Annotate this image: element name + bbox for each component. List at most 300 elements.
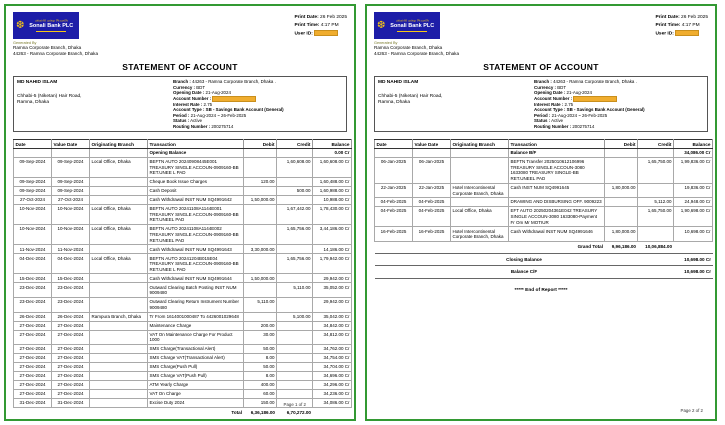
- cell-branch: [90, 274, 148, 283]
- cell-transaction: VAT On Maintenance Charge For Product 1000: [148, 330, 244, 345]
- user-id-redacted-box: [675, 30, 699, 36]
- cell-debit: 3,30,000.00: [244, 245, 277, 254]
- account-routing: Routing Number : 200275714: [534, 123, 595, 129]
- cell-debit: 8.00: [244, 354, 277, 363]
- cell-value_date: 27-Dec-2024: [52, 371, 90, 380]
- cell-transaction: Maintenance Charge: [148, 321, 244, 330]
- customer-address-1: Chhabi-5 (Niketan) Hair Road,: [378, 93, 443, 99]
- cell-credit: 500.00: [277, 187, 313, 196]
- cell-date: 27-Dec-2024: [14, 363, 52, 372]
- cell-transaction: Opening Balance: [148, 149, 244, 158]
- transactions-table: [374, 139, 713, 279]
- total-debit: 6,36,186.00: [250, 409, 275, 415]
- col-header-credit: Credit: [277, 140, 313, 149]
- col-header-credit: Credit: [638, 140, 674, 149]
- account-interest-rate: Interest Rate : 2.75: [173, 101, 213, 107]
- cell-debit: 150.00: [244, 398, 277, 407]
- cell-date: 06-Jan-2025: [375, 157, 413, 183]
- account-routing: Routing Number : 200275714: [173, 123, 234, 129]
- cell-balance: 14,186.00 Cr: [313, 245, 352, 254]
- account-period: Period : 21-Aug-2024 ~ 26-Feb-2025: [534, 112, 608, 118]
- table-row: [14, 312, 352, 321]
- cell-transaction: SMS Charge(Transactional Alert): [148, 345, 244, 354]
- table-row: [14, 149, 352, 158]
- cell-balance: 34,696.00 Cr: [313, 371, 352, 380]
- cell-date: 27-Dec-2024: [14, 321, 52, 330]
- cell-debit: 120.00: [244, 178, 277, 187]
- cell-value_date: [52, 149, 90, 158]
- cell-value_date: 15-Dec-2024: [52, 274, 90, 283]
- cell-balance: 1,99,836.00 Cr: [674, 157, 713, 183]
- customer-name: MD NAHID ISLAM: [378, 79, 419, 85]
- customer-address-2: Ramna, Dhaka: [17, 99, 49, 105]
- table-row: [14, 274, 352, 283]
- account-currency: Currency : BDT: [173, 84, 206, 90]
- cell-value_date: 04-Dec-2024: [52, 254, 90, 274]
- table-row: [14, 178, 352, 187]
- statement-page-1: [4, 4, 356, 421]
- account-period: Period : 21-Aug-2024 ~ 26-Feb-2025: [173, 112, 247, 118]
- cell-credit: 1,67,442.00: [277, 205, 313, 225]
- page-title: STATEMENT OF ACCOUNT: [122, 62, 238, 72]
- print-date: Print Date: 26 Feb 2025: [294, 15, 347, 20]
- cell-value_date: 04-Feb-2025: [413, 207, 451, 227]
- cell-transaction: EFT AUTO 20250204361E042 TREASURY SINGLE ACCOUN-3080 1633080-Payment Fr Om Mr MOTIUR: [509, 207, 605, 227]
- cell-date: 16-Feb-2025: [375, 227, 413, 242]
- cell-value_date: 10-Nov-2024: [52, 225, 90, 245]
- cell-date: 09-Sep-2024: [14, 187, 52, 196]
- table-row: [14, 196, 352, 205]
- bank-emblem-icon: ❆: [16, 19, 25, 31]
- table-row: [14, 187, 352, 196]
- cell-credit: [277, 345, 313, 354]
- cell-transaction: Outward Clearing Return Instrument Number 9009480: [148, 298, 244, 313]
- cell-transaction: BEFTN AUTO 20241204B015E04 TREASURY SINGLE ACCOUN-0909160-BB RET.UNEE L PAD: [148, 254, 244, 274]
- cell-balance: 35,052.00 Cr: [313, 283, 352, 298]
- bank-name-bengali: সোনালী ব্যাংক পিএলসি: [395, 19, 429, 24]
- table-row: [14, 245, 352, 254]
- cell-credit: [277, 380, 313, 389]
- cell-credit: [277, 330, 313, 345]
- total-credit: 6,70,272.00: [286, 409, 311, 415]
- table-row: [14, 345, 352, 354]
- header-left: [13, 12, 98, 57]
- closing-balance-value: 10,698.00 Cr: [674, 253, 713, 266]
- cell-value_date: 27-Oct-2024: [52, 196, 90, 205]
- total-label: Total: [231, 409, 242, 415]
- customer-block: [375, 77, 531, 131]
- cell-date: 09-Sep-2024: [14, 157, 52, 177]
- closing-balance-label: Closing Balance: [375, 253, 674, 266]
- table-row: [14, 254, 352, 274]
- cell-debit: [244, 283, 277, 298]
- total-row: [14, 407, 352, 416]
- cell-value_date: 27-Dec-2024: [52, 354, 90, 363]
- generating-branch: Ramna Corporate Branch, Dhaka: [13, 45, 82, 50]
- cell-credit: [277, 178, 313, 187]
- table-footer: [14, 407, 352, 416]
- cell-transaction: Cash Withdrawal INST NUM SQ4991644: [148, 274, 244, 283]
- table-row: [14, 321, 352, 330]
- cell-debit: 8.00: [244, 371, 277, 380]
- cell-credit: 1,65,756.00: [277, 254, 313, 274]
- cell-balance: 1,60,988.00 Cr: [313, 187, 352, 196]
- table-row: [375, 198, 713, 207]
- cell-debit: [244, 149, 277, 158]
- col-header-date: Date: [14, 140, 52, 149]
- cell-date: 27-Dec-2024: [14, 354, 52, 363]
- cell-balance: 29,942.00 Cr: [313, 274, 352, 283]
- cell-debit: 200.00: [244, 321, 277, 330]
- cell-date: 27-Oct-2024: [14, 196, 52, 205]
- account-info-box: [13, 76, 347, 132]
- cell-date: 26-Dec-2024: [14, 312, 52, 321]
- cell-balance: 34,812.00 Cr: [313, 330, 352, 345]
- grand-total-label: Grand Total: [375, 241, 605, 253]
- end-of-report: ***** End of Report *****: [514, 287, 568, 293]
- table-row: [14, 354, 352, 363]
- cell-branch: Local Office, Dhaka: [90, 225, 148, 245]
- logo-underline: [397, 31, 427, 32]
- user-id: User ID:: [655, 30, 708, 38]
- cell-credit: [277, 389, 313, 398]
- cell-value_date: 11-Nov-2024: [52, 245, 90, 254]
- cell-debit: 1,50,000.00: [244, 196, 277, 205]
- account-type: Account Type : SB - Savings Bank Account (General): [173, 107, 284, 112]
- cell-credit: [277, 363, 313, 372]
- col-header-value-date: Value Date: [52, 140, 90, 149]
- cell-transaction: ATM Yearly Charge: [148, 380, 244, 389]
- cell-value_date: 27-Dec-2024: [52, 321, 90, 330]
- cell-balance: 1,78,430.00 Cr: [313, 205, 352, 225]
- table-row: [375, 149, 713, 158]
- cell-branch: Local Office, Dhaka: [90, 157, 148, 177]
- cell-debit: 60.00: [244, 389, 277, 398]
- account-details-block: [531, 77, 707, 131]
- cell-value_date: 09-Sep-2024: [52, 157, 90, 177]
- cell-transaction: Cash Deposit: [148, 187, 244, 196]
- cell-debit: [244, 254, 277, 274]
- user-id-redacted-box: [314, 30, 338, 36]
- cell-credit: 1,65,750.00: [638, 157, 674, 183]
- account-currency: Currency : BDT: [534, 84, 567, 90]
- cell-value_date: 04-Feb-2025: [413, 198, 451, 207]
- page-number: Page 2 of 2: [680, 408, 703, 413]
- cell-branch: [90, 330, 148, 345]
- logo-underline: [36, 31, 66, 32]
- col-header-balance: Balance: [313, 140, 352, 149]
- cell-transaction: SMS Charge VAT(Transactional Alert): [148, 354, 244, 363]
- table-row: [375, 157, 713, 183]
- cell-transaction: Cash INST NUM SQ4991645: [509, 183, 605, 198]
- cell-credit: 1,65,750.00: [638, 207, 674, 227]
- cell-debit: [244, 205, 277, 225]
- account-interest-rate: Interest Rate : 2.75: [534, 101, 574, 107]
- cell-value_date: 06-Jan-2025: [413, 157, 451, 183]
- generating-branch-code: 44263 - Ramna Corporate Branch, Dhaka: [13, 51, 99, 56]
- print-info: [655, 14, 708, 57]
- cell-credit: [638, 149, 674, 158]
- cell-debit: [605, 157, 638, 183]
- cell-branch: [451, 198, 509, 207]
- transactions-table: [13, 139, 352, 417]
- table-header: [375, 140, 713, 149]
- cell-credit: 5,112.00: [638, 198, 674, 207]
- col-header-transaction: Transaction: [148, 140, 244, 149]
- cell-date: 04-Dec-2024: [14, 254, 52, 274]
- page-header: [374, 12, 708, 57]
- cell-transaction: BEFTN AUTO 20241108A1144E002 TREASURY SINGLE ACCOUN-0909160-BB RET.UNEEL PAD: [148, 225, 244, 245]
- cell-debit: 1,80,000.00: [605, 227, 638, 242]
- cell-balance: 29,942.00 Cr: [313, 298, 352, 313]
- cell-branch: [90, 371, 148, 380]
- cell-branch: [90, 321, 148, 330]
- col-header-branch: Originating Branch: [90, 140, 148, 149]
- table-row: [14, 389, 352, 398]
- cell-branch: Hotel Intercontinental Corporate Branch, Dhaka: [451, 227, 509, 242]
- cell-credit: 1,60,608.00: [277, 157, 313, 177]
- cell-transaction: DRAWING AND DISBURSING OFF. 9009223: [509, 198, 605, 207]
- cell-transaction: Cash Withdrawal INST NUM SQ4991643: [148, 245, 244, 254]
- cell-branch: [90, 363, 148, 372]
- cell-balance: 24,948.00 Cr: [674, 198, 713, 207]
- account-branch: Branch : 44263 - Ramna Corporate Branch, Dhaka .: [173, 79, 276, 84]
- generating-branch: Ramna Corporate Branch, Dhaka: [374, 45, 443, 50]
- sonali-bank-logo: [374, 12, 440, 39]
- print-time: Print Time: 4:17 PM: [655, 23, 700, 28]
- page-title: STATEMENT OF ACCOUNT: [483, 62, 599, 72]
- cell-value_date: 10-Nov-2024: [52, 205, 90, 225]
- cell-branch: [90, 245, 148, 254]
- cell-date: 27-Dec-2024: [14, 330, 52, 345]
- balance-cf-value: 10,698.00 Cr: [674, 266, 713, 279]
- cell-branch: [90, 389, 148, 398]
- col-header-debit: Debit: [244, 140, 277, 149]
- cell-credit: [277, 245, 313, 254]
- print-info: [294, 14, 347, 57]
- cell-balance: 1,60,608.00 Cr: [313, 157, 352, 177]
- cell-balance: 34,296.00 Cr: [313, 380, 352, 389]
- cell-branch: [90, 345, 148, 354]
- cell-branch: [90, 380, 148, 389]
- cell-balance: 34,754.00 Cr: [313, 354, 352, 363]
- cell-debit: [605, 149, 638, 158]
- table-body: [14, 149, 352, 408]
- sonali-bank-logo: [13, 12, 79, 39]
- cell-debit: 1,50,000.00: [244, 274, 277, 283]
- cell-date: 11-Nov-2024: [14, 245, 52, 254]
- cell-value_date: 27-Dec-2024: [52, 345, 90, 354]
- table-row: [14, 363, 352, 372]
- customer-block: [14, 77, 170, 131]
- page-number: Page 1 of 2: [283, 402, 306, 407]
- cell-value_date: 23-Dec-2024: [52, 283, 90, 298]
- table-row: [375, 207, 713, 227]
- table-row: [14, 225, 352, 245]
- cell-date: 27-Dec-2024: [14, 345, 52, 354]
- cell-date: 27-Dec-2024: [14, 380, 52, 389]
- cell-debit: [605, 207, 638, 227]
- cell-date: [14, 149, 52, 158]
- cell-branch: Rampura Branch, Dhaka: [90, 312, 148, 321]
- cell-date: 31-Dec-2024: [14, 398, 52, 407]
- cell-balance: 34,086.00 Cr: [674, 149, 713, 158]
- cell-branch: [90, 149, 148, 158]
- balance-cf-row: [375, 266, 713, 279]
- cell-transaction: Balance B/F: [509, 149, 605, 158]
- cell-value_date: 31-Dec-2024: [52, 398, 90, 407]
- cell-balance: 34,086.00 Cr: [313, 398, 352, 407]
- cell-balance: 34,236.00 Cr: [313, 389, 352, 398]
- cell-debit: 5,110.00: [244, 298, 277, 313]
- col-header-date: Date: [375, 140, 413, 149]
- cell-branch: [90, 196, 148, 205]
- cell-date: 27-Dec-2024: [14, 389, 52, 398]
- account-opening-date: Opening Date : 21-Aug-2024: [173, 90, 231, 95]
- cell-date: 10-Nov-2024: [14, 205, 52, 225]
- cell-transaction: SMS Charge VAT(Push Pull): [148, 371, 244, 380]
- cell-value_date: 27-Dec-2024: [52, 380, 90, 389]
- account-branch: Branch : 44263 - Ramna Corporate Branch, Dhaka .: [534, 79, 637, 84]
- cell-value_date: 23-Dec-2024: [52, 298, 90, 313]
- cell-transaction: Cash Withdrawal INST NUM SQ4991646: [509, 227, 605, 242]
- cell-branch: [451, 157, 509, 183]
- cell-credit: [277, 321, 313, 330]
- cell-debit: [605, 198, 638, 207]
- table-row: [14, 205, 352, 225]
- cell-branch: [90, 298, 148, 313]
- cell-branch: Local Office, Dhaka: [451, 207, 509, 227]
- statement-page-2: [365, 4, 717, 421]
- cell-debit: 1,80,000.00: [605, 183, 638, 198]
- cell-debit: [244, 312, 277, 321]
- generated-by-label: Generated By: [13, 41, 37, 45]
- grand-total-credit: 10,06,884.00: [638, 241, 674, 253]
- cell-balance: 0.00 Cr: [313, 149, 352, 158]
- account-status: Status : Active: [173, 118, 203, 123]
- cell-credit: 5,100.00: [277, 312, 313, 321]
- cell-credit: [638, 183, 674, 198]
- cell-credit: 5,110.00: [277, 283, 313, 298]
- account-number-redacted-box: [212, 96, 256, 102]
- cell-value_date: 27-Dec-2024: [52, 363, 90, 372]
- cell-credit: 1,65,756.00: [277, 225, 313, 245]
- col-header-transaction: Transaction: [509, 140, 605, 149]
- cell-value_date: 22-Jan-2025: [413, 183, 451, 198]
- cell-branch: [451, 149, 509, 158]
- cell-balance: 19,836.00 Cr: [674, 183, 713, 198]
- customer-address-1: Chhabi-5 (Niketan) Hair Road,: [17, 93, 82, 99]
- cell-branch: [90, 178, 148, 187]
- bank-name: Sonali Bank PLC: [390, 23, 435, 30]
- cell-balance: 1,79,942.00 Cr: [313, 254, 352, 274]
- cell-balance: 35,042.00 Cr: [313, 312, 352, 321]
- customer-name: MD NAHID ISLAM: [17, 79, 58, 85]
- cell-debit: [244, 157, 277, 177]
- cell-value_date: 26-Dec-2024: [52, 312, 90, 321]
- cell-balance: 1,60,488.00 Cr: [313, 178, 352, 187]
- customer-address-2: Ramna, Dhaka: [378, 99, 410, 105]
- table-header: [14, 140, 352, 149]
- cell-branch: [90, 398, 148, 407]
- header-left: [374, 12, 459, 57]
- col-header-debit: Debit: [605, 140, 638, 149]
- cell-transaction: Cheque Book Issue Charges: [148, 178, 244, 187]
- grand-total-debit: 9,96,186.00: [605, 241, 638, 253]
- cell-value_date: 09-Sep-2024: [52, 178, 90, 187]
- cell-date: 10-Nov-2024: [14, 225, 52, 245]
- cell-date: 27-Dec-2024: [14, 371, 52, 380]
- cell-date: 23-Dec-2024: [14, 298, 52, 313]
- col-header-branch: Originating Branch: [451, 140, 509, 149]
- cell-credit: [277, 298, 313, 313]
- bank-emblem-icon: ❆: [377, 19, 386, 31]
- cell-debit: [244, 187, 277, 196]
- cell-transaction: Tr From 1614001000487 To 4426001029648: [148, 312, 244, 321]
- account-number: Account Number :: [173, 96, 343, 102]
- cell-debit: 50.00: [244, 363, 277, 372]
- account-status: Status : Active: [534, 118, 564, 123]
- table-row: [14, 371, 352, 380]
- account-opening-date: Opening Date : 21-Aug-2024: [534, 90, 592, 95]
- cell-branch: Local Office, Dhaka: [90, 205, 148, 225]
- cell-transaction: Excise Duty 2024: [148, 398, 244, 407]
- balance-cf-label: Balance C/F: [375, 266, 674, 279]
- table-row: [14, 380, 352, 389]
- page-header: [13, 12, 347, 57]
- print-time: Print Time: 4:17 PM: [294, 23, 339, 28]
- account-type: Account Type : SB - Savings Bank Account (General): [534, 107, 645, 112]
- account-number-redacted-box: [573, 96, 617, 102]
- col-header-value-date: Value Date: [413, 140, 451, 149]
- cell-balance: 3,44,186.00 Cr: [313, 225, 352, 245]
- table-footer: [375, 241, 713, 278]
- cell-date: 23-Dec-2024: [14, 283, 52, 298]
- col-header-balance: Balance: [674, 140, 713, 149]
- table-row: [14, 283, 352, 298]
- cell-branch: Hotel Intercontinental Corporate Branch, Dhaka: [451, 183, 509, 198]
- print-date: Print Date: 26 Feb 2025: [655, 15, 708, 20]
- cell-transaction: Cash Withdrawal INST NUM SQ4991642: [148, 196, 244, 205]
- cell-branch: [90, 283, 148, 298]
- bank-name-bengali: সোনালী ব্যাংক পিএলসি: [34, 19, 68, 24]
- logo-text: [387, 19, 437, 32]
- cell-transaction: VAT On Charge: [148, 389, 244, 398]
- cell-credit: [277, 196, 313, 205]
- cell-credit: [277, 149, 313, 158]
- cell-value_date: 27-Dec-2024: [52, 389, 90, 398]
- cell-date: 22-Jan-2025: [375, 183, 413, 198]
- table-body: [375, 149, 713, 242]
- cell-value_date: 27-Dec-2024: [52, 330, 90, 345]
- cell-date: 04-Feb-2025: [375, 207, 413, 227]
- grand-total-row: [375, 241, 713, 253]
- table-row: [14, 330, 352, 345]
- account-info-box: [374, 76, 708, 132]
- cell-transaction: BEFTN AUTO 20240908445E001 TREASURY SINGLE ACCOUN-0909160-BB RET.UNEE L PAD: [148, 157, 244, 177]
- table-row: [14, 298, 352, 313]
- account-details-block: [170, 77, 346, 131]
- cell-date: [375, 149, 413, 158]
- cell-debit: [244, 225, 277, 245]
- cell-transaction: Outward Clearing Batch Posting INST NUM 9009480: [148, 283, 244, 298]
- logo-text: [26, 19, 76, 32]
- generating-branch-code: 44263 - Ramna Corporate Branch, Dhaka: [374, 51, 460, 56]
- cell-date: 15-Dec-2024: [14, 274, 52, 283]
- cell-debit: 50.00: [244, 345, 277, 354]
- cell-value_date: 16-Feb-2025: [413, 227, 451, 242]
- bank-name: Sonali Bank PLC: [29, 23, 74, 30]
